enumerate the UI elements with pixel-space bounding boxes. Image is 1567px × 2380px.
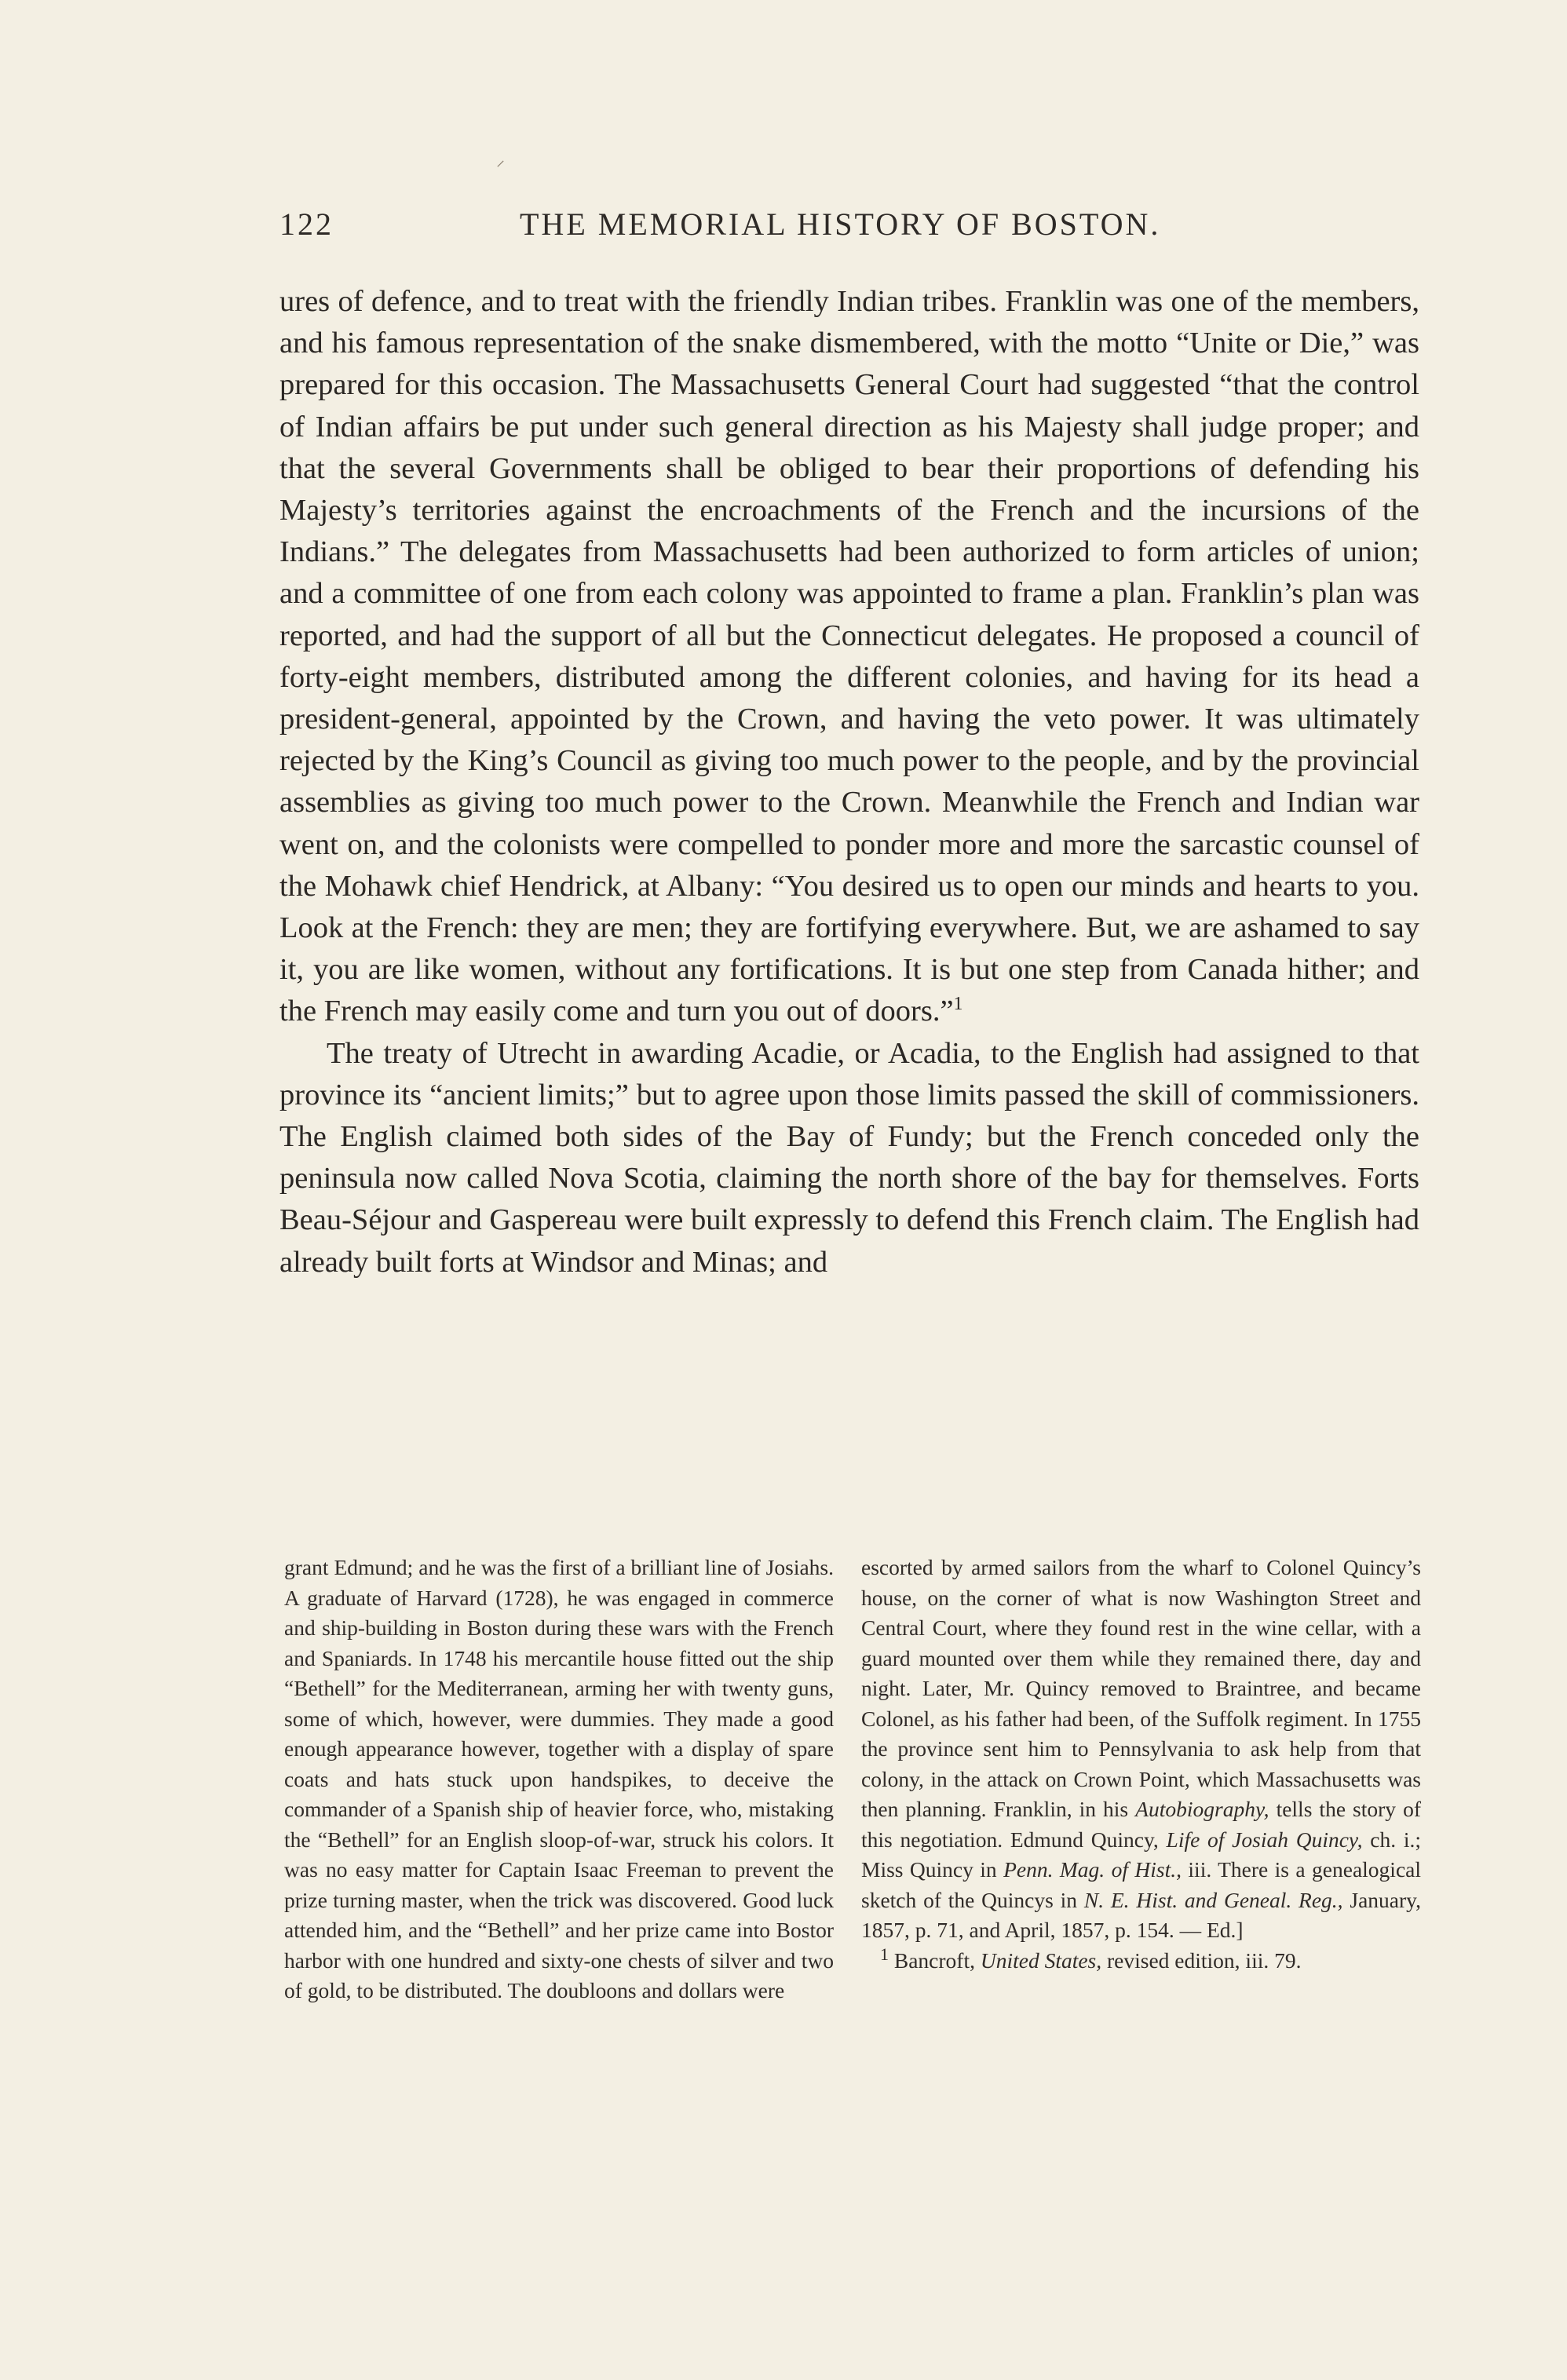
footnote-text: Bancroft, xyxy=(889,1947,981,1973)
main-text xyxy=(279,281,1419,1283)
footnote-continuation-left: grant Edmund; and he was the first of a brilliant line of Josiahs. A graduate of Harvard (1728), he was engaged in commerce and ship-building in Boston during these wars with the French and Spaniards. In 1748 his mercantile house fitted out the ship “Bethell” for the Mediterranean, arming her with twenty guns, some of which, however, were dummies. They made a good enough appearance however, together with a display of spare coats and hats stuck upon handspikes, to deceive the commander of a Spanish ship of heavier force, who, mistaking the “Bethell” for an English sloop-of-war, struck his colors. It was no easy matter for Captain Isaac Freeman to prevent the prize turning master, when the trick was discovered. Good luck attended him, and the “Bethell” and her prize came into Bostor harbor with one hundred and sixty-one chests of silver and two of gold, to be distributed. The doubloons and dollars were xyxy=(284,1555,834,2002)
body-paragraph-2: The treaty of Utrecht in awarding Acadie, or Acadia, to the English had assigned to that province its “ancient limits;” but to agree upon those limits passed the skill of commissioners. The English claimed both sides of the Bay of Fundy; but the French conceded only the peninsula now called Nova Scotia, claiming the north shore of the bay for themselves. Forts Beau-Séjour and Gaspereau were built expressly to defend this French claim. The English had already built forts at Windsor and Minas; and xyxy=(279,1036,1419,1279)
citation-title: N. E. Hist. and Geneal. Reg., xyxy=(1083,1887,1343,1912)
footnote-reference: 1 xyxy=(953,994,963,1015)
citation-title: Life of Josiah Quincy, xyxy=(1166,1827,1363,1852)
footnote-text: January, 1857, p. 71, and April, 1857, p. 154. — Ed.] xyxy=(861,1887,1421,1942)
footnote-text: tells the story of this negotiation. Edmund Quincy, xyxy=(861,1797,1421,1852)
page-header xyxy=(279,206,1182,245)
body-paragraph-1 xyxy=(279,281,1419,1033)
footnote-text: escorted by armed sailors from the wharf to Colonel Quincy’s house, on the corner of what is now Washington Street and Central Court, where they found rest in the wine cellar, with a guard mounted over them while they remained there, day and night. Later, Mr. Quincy removed to Braintree, and became Colonel, as his father had been, of the Suffolk regiment. In 1755 the province sent him to Pennsylvania to ask help from that colony, in the attack on Crown Point, which Massachusetts was then planning. Franklin, in his xyxy=(861,1555,1421,1821)
page-number: 122 xyxy=(279,206,334,242)
footnote-text: revised edition, iii. 79. xyxy=(1101,1947,1302,1973)
citation-title: United States, xyxy=(980,1947,1102,1973)
footnote-column-left xyxy=(284,1553,834,2006)
body-paragraph-1-text: ures of defence, and to treat with the friendly Indian tribes. Franklin was one of the members, and his famous representation of the snake dismembered, with the motto “Unite or Die,” was prepared for this occasion. The Massachusetts General Court had suggested “that the control of Indian affairs be put under such general direction as his Majesty shall judge proper; and that the several Governments shall be obliged to bear their proportions of defending his Majesty’s territories against the encroachments of the French and the incursions of the Indians.” The delegates from Massachusetts had been authorized to form articles of union; and a committee of one from each colony was appointed to frame a plan. Franklin’s plan was reported, and had the support of all but the Connecticut delegates. He proposed a council of forty-eight members, distributed among the different colonies, and having for its head a president-general, appointed by the Crown, and having the veto power. It was ultimately rejected by the King’s Council as giving too much power to the people, and by the provincial assemblies as giving too much power to the Crown. Meanwhile the French and Indian war went on, and the colonists were compelled to ponder more and more the sarcastic counsel of the Mohawk chief Hendrick, at Albany: “You desired us to open our minds and hearts to you. Look at the French: they are men; they are fortifying everywhere. But, we are ashamed to say it, you are like women, without any fortifications. It is but one step from Canada hither; and the French may easily come and turn you out of doors.” xyxy=(279,285,1419,1028)
print-speck: ⸝ xyxy=(496,150,506,170)
footnote-column-right xyxy=(861,1553,1421,1976)
footnote-text: ch. i.; Miss Quincy in xyxy=(861,1827,1421,1882)
footnote-continuation-right xyxy=(861,1553,1421,1946)
running-title: THE MEMORIAL HISTORY OF BOSTON. xyxy=(520,206,1161,242)
citation-title: Penn. Mag. of Hist., xyxy=(1003,1857,1182,1882)
footnote-text: iii. There is a genealogical sketch of the Quincys in xyxy=(861,1857,1421,1912)
citation-title: Autobiography, xyxy=(1135,1797,1269,1821)
footnote-1 xyxy=(861,1946,1421,1977)
footnote-marker: 1 xyxy=(880,1944,889,1964)
